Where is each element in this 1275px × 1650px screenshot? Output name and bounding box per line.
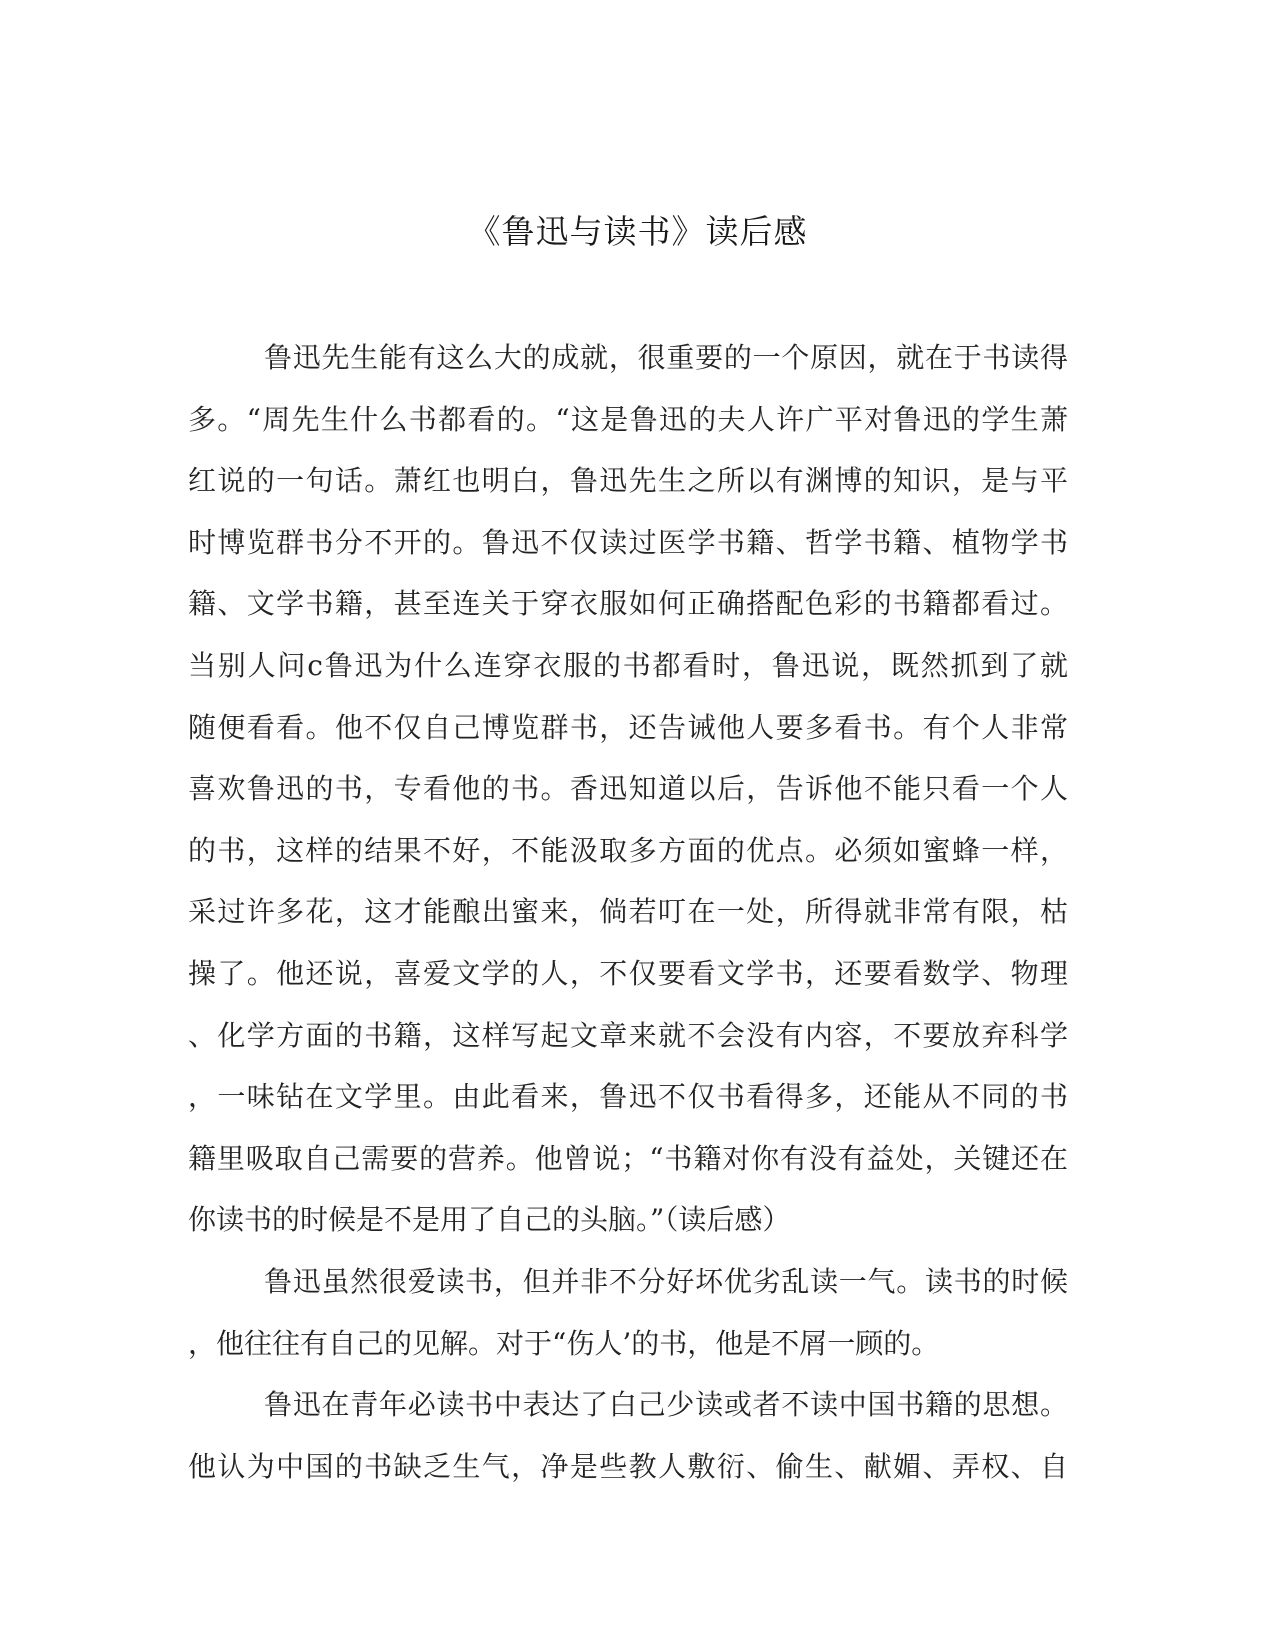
text-line: 的书，这样的结果不好，不能汲取多方面的优点。必须如蜜蜂一样， [188,833,1068,867]
document-title: 《鲁迅与读书》读后感 [467,212,808,251]
text-line: 籍、文学书籍，甚至连关于穿衣服如何正确搭配色彩的书籍都看过。 [188,587,1068,621]
document-body [188,327,1068,1497]
text-line: 红说的一句话。萧红也明白，鲁迅先生之所以有渊博的知识，是与平 [188,464,1068,498]
text-line: 、化学方面的书籍，这样写起文章来就不会没有内容，不要放弃科学 [188,1018,1068,1052]
paragraph-1 [188,327,1068,1251]
text-line: 喜欢鲁迅的书，专看他的书。香迅知道以后，告诉他不能只看一个人 [188,772,1068,806]
text-line: 他认为中国的书缺乏生气，净是些教人敷衍、偷生、献媚、弄权、自 [188,1449,1068,1483]
paragraph-2 [188,1251,1068,1374]
text-line: 当别人问c鲁迅为什么连穿衣服的书都看时，鲁迅说，既然抓到了就 [188,648,1068,682]
text-line: ，他往往有自己的见解。对于“伤人’的书，他是不屑一顾的。 [188,1326,940,1360]
paragraph-3 [188,1374,1068,1497]
text-line: 你读书的时候是不是用了自己的头脑。”（读后感） [188,1203,791,1237]
text-line: 操了。他还说，喜爱文学的人，不仅要看文学书，还要看数学、物理 [188,956,1068,990]
text-line: 鲁迅虽然很爱读书，但并非不分好坏优劣乱读一气。读书的时候 [264,1264,1068,1298]
text-line: 籍里吸取自己需要的营养。他曾说；“书籍对你有没有益处，关键还在 [188,1141,1068,1175]
text-line: 鲁迅先生能有这么大的成就，很重要的一个原因，就在于书读得 [264,341,1068,374]
text-line: 随便看看。他不仅自己博览群书，还告诫他人要多看书。有个人非常 [188,710,1068,744]
text-line: 采过许多花，这才能酿出蜜来，倘若叮在一处，所得就非常有限，枯 [188,895,1068,929]
text-line: 多。“周先生什么书都看的。“这是鲁迅的夫人许广平对鲁迅的学生萧 [188,402,1068,436]
text-line: 时博览群书分不开的。鲁迅不仅读过医学书籍、哲学书籍、植物学书 [188,525,1068,559]
text-line: 鲁迅在青年必读书中表达了白己少读或者不读中国书籍的思想。 [264,1388,1068,1422]
text-line: ，一味钻在文学里。由此看来，鲁迅不仅书看得多，还能从不同的书 [188,1080,1068,1114]
